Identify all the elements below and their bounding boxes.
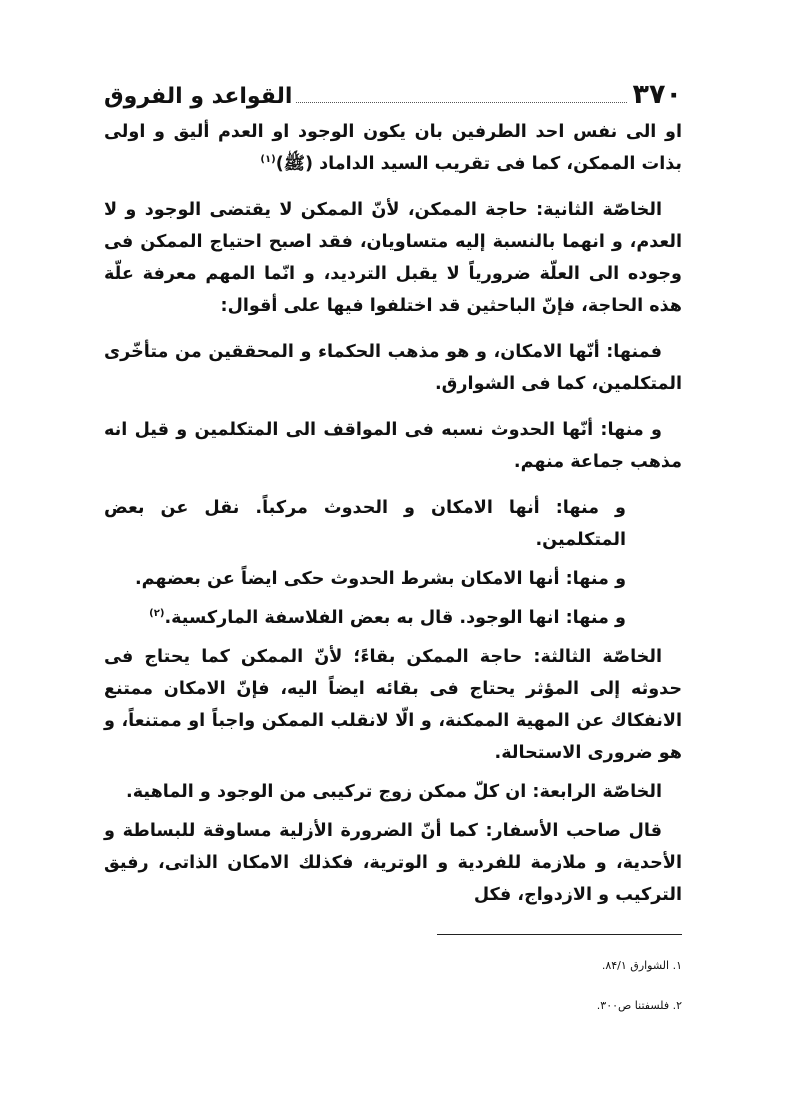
running-title: القواعد و الفروق [104, 84, 293, 109]
paragraph: الخاصّة الرابعة: ان كلّ ممكن زوج تركيبى من الوجود و الماهية. [126, 782, 662, 802]
paragraph: فمنها: أنّها الامكان، و هو مذهب الحكماء و المحققين من متأخّرى المتكلمين، كما فى الشوارق. [104, 342, 682, 394]
footnotes [104, 958, 682, 1038]
list-item: و منها: أنها الامكان و الحدوث مركباً. نقل عن بعض المتكلمين. [104, 498, 626, 550]
footnote-separator [437, 934, 682, 935]
paragraph-text: او الى نفس احد الطرفين بان يكون الوجود او العدم أليق و اولى بذات الممكن، كما فى تقريب السيد الداماد (ﷺ) [104, 122, 682, 174]
paragraph: قال صاحب الأسفار: كما أنّ الضرورة الأزلية مساوقة للبساطة و الأحدية، و ملازمة للفردية و الوترية، فكذلك الامكان الذاتى، رفيق التركيب و الازدواج، فكل [104, 821, 682, 905]
dotted-leader [296, 102, 626, 103]
list-item [104, 602, 682, 634]
paragraph: الخاصّة الثالثة: حاجة الممكن بقاءً؛ لأنّ الممكن كما يحتاج فى حدوثه إلى المؤثر يحتاج فى بقائه ايضاً اليه، فإنّ الامكان ممتنع الانفكاك عن المهية الممكنة، و الّا لانقلب الممكن واجباً او ممتنعاً، و هو ضرورى الاستحالة. [104, 647, 682, 763]
list-item: و منها: أنها الامكان بشرط الحدوث حكى ايضاً عن بعضهم. [134, 569, 626, 589]
page-number: ۳۷۰ [632, 79, 682, 110]
page-header [104, 68, 682, 108]
footnote-ref: (۲) [149, 608, 165, 620]
list-item-text: و منها: انها الوجود. قال به بعض الفلاسفة الماركسية. [164, 608, 626, 628]
footnote-ref: (۱) [260, 154, 276, 166]
footnote: ۲. فلسفتنا ص۳۰۰. [596, 999, 682, 1012]
paragraph: و منها: أنّها الحدوث نسبه فى المواقف الى المتكلمين و قيل انه مذهب جماعة منهم. [104, 420, 682, 472]
footnote: ۱. الشوارق ۸۴/۱. [601, 959, 682, 972]
paragraph: الخاصّة الثانية: حاجة الممكن، لأنّ الممكن لا يقتضى الوجود و لا العدم، و انهما بالنسبة إليه متساويان، فقد اصبح احتياج الممكن فى وجوده الى العلّة ضرورياً لا يقبل الترديد، و انّما المهم معرفة علّة هذه الحاجة، فإنّ الباحثين قد اختلفوا فيها على أقوال: [104, 200, 682, 316]
paragraph [104, 116, 682, 180]
body-text [104, 116, 682, 918]
